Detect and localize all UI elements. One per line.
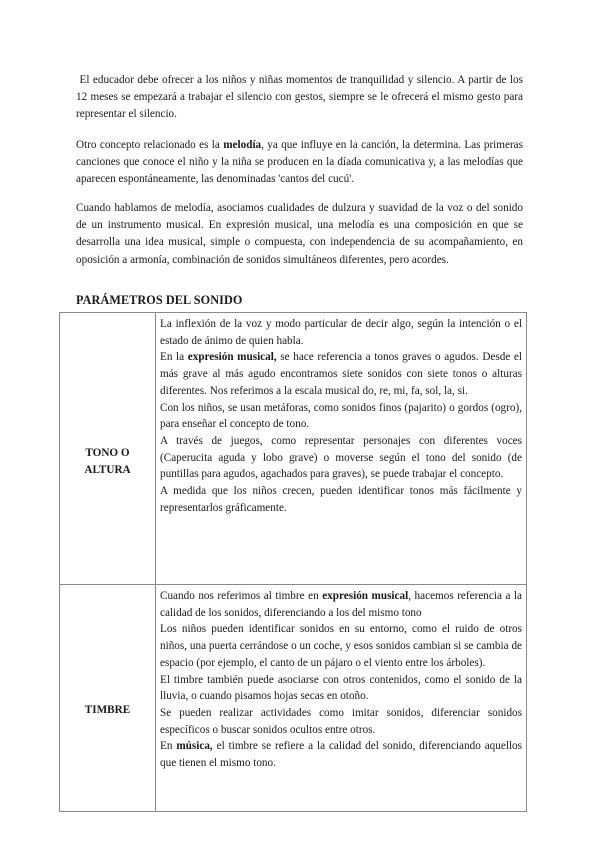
- timbre-text-5-end: el timbre se refiere a la calidad del sonido, diferenciando aquellos que tienen el mismo tono.: [160, 740, 523, 770]
- timbre-label: TIMBRE: [84, 703, 131, 716]
- timbre-musical-expression-term: expresión musical: [322, 590, 409, 602]
- paragraph-melody-text-start: Otro concepto relacionado es la: [76, 139, 224, 151]
- table-row-tono: [60, 313, 527, 585]
- paragraph-melody-concept: [76, 137, 523, 189]
- timbre-text-1: [160, 588, 522, 621]
- tono-text-2-start: En la: [160, 351, 188, 364]
- sound-parameters-table: [59, 312, 527, 812]
- section-heading: PARÁMETROS DEL SONIDO: [76, 293, 243, 307]
- timbre-text-1-end: , hacemos referencia a la calidad de los sonidos, diferenciando a los del mismo tono: [160, 590, 523, 619]
- tono-text-3: Con los niños, se usan metáforas, como sonidos finos (pajarito) o gordos (ogro), para enseñar el concepto de tono.: [160, 401, 522, 431]
- paragraph-melody-definition: Cuando hablamos de melodía, asociamos cualidades de dulzura y suavidad de la voz o del sonido de un instrumento musical. En expresión musical, una melodía es una composición en que se desarrolla una idea musical, simple o compuesta, con independencia de su acompañamiento, en oposición a armonía, combinación de sonidos simultáneos diferentes, pero acordes.: [76, 202, 523, 266]
- tono-content-cell: [156, 313, 527, 585]
- timbre-text-4: Se pueden realizar actividades como imitar sonidos, diferenciar sonidos específicos o buscar sonidos ocultos entre otros.: [160, 706, 522, 736]
- timbre-text-1-start: Cuando nos referimos al timbre en: [160, 590, 323, 602]
- tono-text-5: A medida que los niños crecen, pueden identificar tonos más fácilmente y representarlos gráficamente.: [160, 485, 522, 514]
- tono-label-cell: [60, 313, 156, 585]
- timbre-label-cell: [60, 585, 156, 812]
- melody-term: melodía: [223, 139, 262, 151]
- timbre-text-3: El timbre también puede asociarse con otros contenidos, como el sonido de la lluvia, o cuando pisamos hojas secas en otoño.: [160, 673, 522, 703]
- tono-musical-expression-term: expresión musical,: [187, 351, 277, 364]
- tono-label-line2: ALTURA: [84, 464, 131, 476]
- timbre-text-5: [160, 738, 522, 771]
- timbre-text-5-start: En: [160, 740, 177, 753]
- timbre-content-cell: [156, 585, 527, 812]
- paragraph-silence: [76, 72, 523, 124]
- tono-text-1: La inflexión de la voz y modo particular de decir algo, según la intención o el estado de ánimo de quien habla.: [160, 318, 522, 347]
- paragraph-silence-text: El educador debe ofrecer a los niños y niñas momentos de tranquilidad y silencio. A partir de los 12 meses se empezará a trabajar el silencio con gestos, siempre se le ofrecerá el mismo gesto para representar el silencio.: [76, 74, 523, 121]
- tono-text-4: A través de juegos, como representar personajes con diferentes voces (Caperucita aguda y lobo grave) o moverse según el tono del sonido (de puntillas para agudos, agachados para graves), se puede trabajar el concepto.: [160, 434, 522, 481]
- timbre-text-2: Los niños pueden identificar sonidos en su entorno, como el ruido de otros niños, una puerta cerrándose o un coche, y esos sonidos cambian si se cambia de espacio (por ejemplo, el canto de un pájaro o el viento entre los árboles).: [160, 623, 522, 669]
- tono-label-line1: TONO O: [85, 447, 130, 459]
- tono-text-2-end: se hace referencia a tonos graves o agudos. Desde el más grave al más agudo encontramos siete sonidos con siete tonos o alturas diferentes. Nos referimos a la escala musical do, re, mi, fa, sol, la, si.: [160, 351, 522, 397]
- tono-text-2: [160, 349, 522, 399]
- paragraph-melody-text-end: , ya que influye en la canción, la determina. Las primeras canciones que conoce el niño y la niña se producen en la díada comunicativa y, a las melodías que aparecen espontáneamente, las denominadas 'cantos del cucú'.: [76, 139, 523, 186]
- timbre-music-term: música,: [176, 740, 213, 753]
- table-row-timbre: [60, 585, 527, 812]
